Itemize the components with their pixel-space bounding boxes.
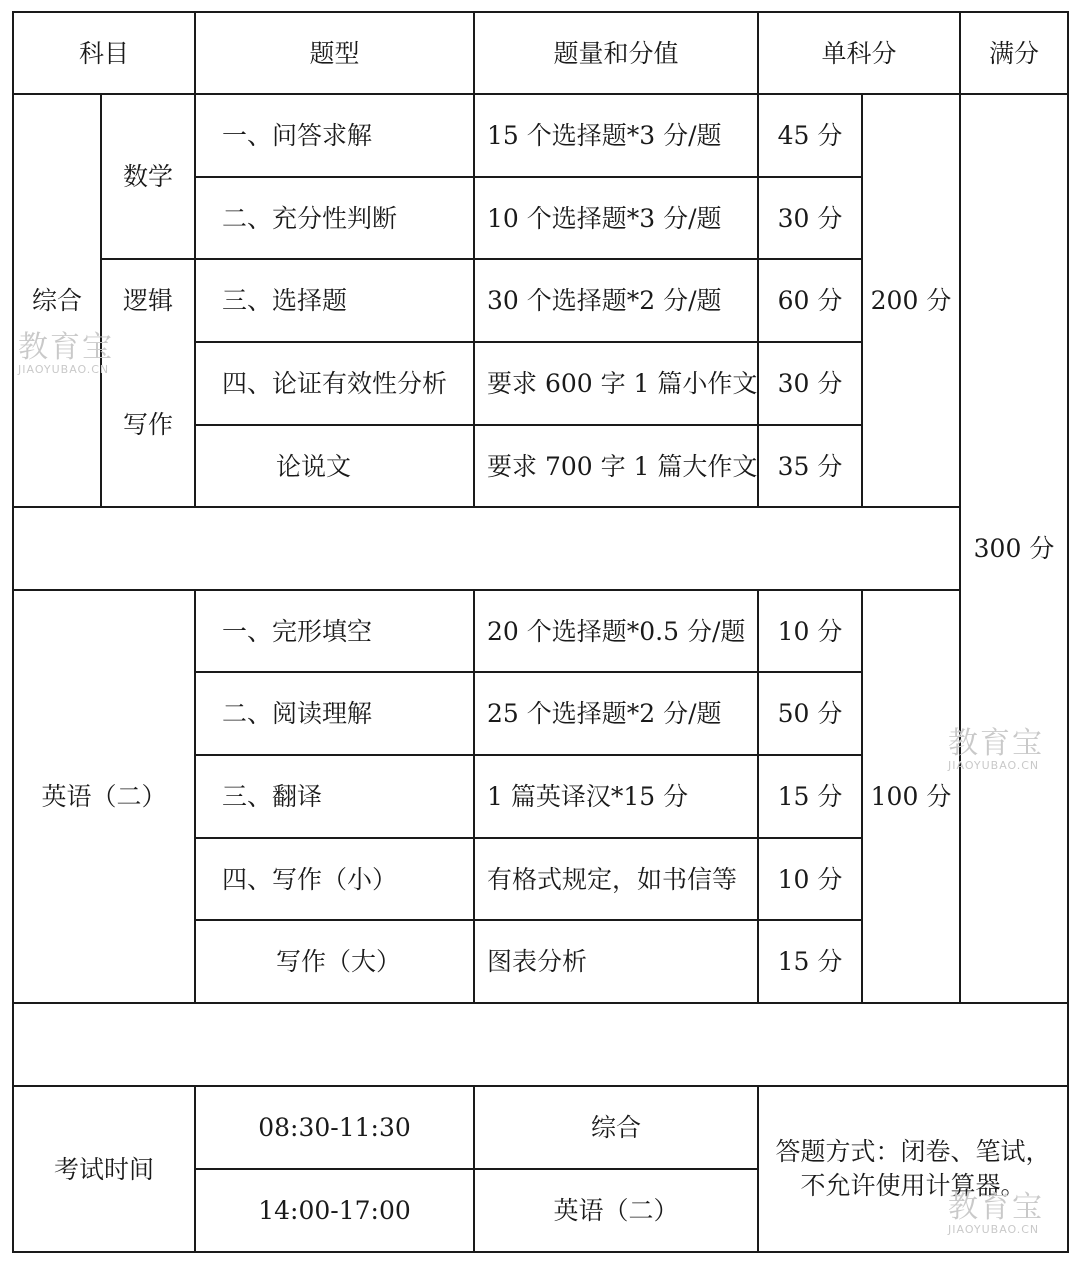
composite-row-5-detail: 要求 700 字 1 篇大作文 <box>487 451 758 481</box>
english-row-4-score: 10 分 <box>777 864 843 894</box>
watermark-text: 教育宝 <box>18 330 114 365</box>
composite-row-4-type: 四、论证有效性分析 <box>222 369 448 398</box>
english-row-2-detail: 25 个选择题*2 分/题 <box>487 699 722 728</box>
composite-row-3-score: 60 分 <box>777 286 843 315</box>
watermark-text: 教育宝 <box>948 726 1044 761</box>
watermark-text: 教育宝 <box>948 1190 1044 1225</box>
english-label: 英语（二） <box>41 782 167 811</box>
watermark-url: JIAOYUBAO.CN <box>948 759 1040 772</box>
watermark-logo-right <box>948 726 1044 772</box>
composite-row-1-type: 一、问答求解 <box>222 121 373 150</box>
english-row-3-score: 15 分 <box>777 782 843 811</box>
english-total: 100 分 <box>870 782 952 811</box>
schedule-morning-time: 08:30-11:30 <box>258 1113 411 1142</box>
header-question-type: 题型 <box>309 38 360 68</box>
composite-logic-label: 逻辑 <box>122 286 173 315</box>
composite-row-1-score: 45 分 <box>777 121 843 150</box>
english-row-1-detail: 20 个选择题*0.5 分/题 <box>487 616 746 646</box>
header-subject: 科目 <box>78 38 129 68</box>
schedule-label: 考试时间 <box>53 1154 154 1184</box>
composite-writing-label: 写作 <box>122 410 173 439</box>
composite-row-4-score: 30 分 <box>777 369 843 398</box>
watermark-logo-bottom <box>948 1190 1044 1236</box>
english-row-5-type: 写作（大） <box>276 947 402 976</box>
header-subject-score: 单科分 <box>821 38 897 68</box>
composite-row-2-score: 30 分 <box>777 203 843 233</box>
watermark-logo-left <box>18 330 114 376</box>
schedule-morning-subject: 综合 <box>590 1113 641 1142</box>
english-row-3-type: 三、翻译 <box>222 782 323 811</box>
composite-row-4-detail: 要求 600 字 1 篇小作文 <box>487 369 758 398</box>
english-row-4-type: 四、写作（小） <box>222 864 398 894</box>
watermark-url: JIAOYUBAO.CN <box>948 1223 1040 1236</box>
header-full-score: 满分 <box>988 38 1039 68</box>
header-count-score: 题量和分值 <box>553 38 679 68</box>
composite-row-3-type: 三、选择题 <box>222 286 348 315</box>
english-row-5-detail: 图表分析 <box>487 947 588 976</box>
watermark-url: JIAOYUBAO.CN <box>18 363 110 376</box>
schedule-afternoon-subject: 英语（二） <box>553 1196 679 1225</box>
composite-row-3-detail: 30 个选择题*2 分/题 <box>487 286 722 315</box>
composite-row-2-detail: 10 个选择题*3 分/题 <box>487 203 722 233</box>
composite-row-2-type: 二、充分性判断 <box>222 203 398 233</box>
english-row-1-type: 一、完形填空 <box>222 616 373 646</box>
composite-total: 200 分 <box>870 286 952 315</box>
english-row-3-detail: 1 篇英译汉*15 分 <box>487 782 689 811</box>
composite-row-5-score: 35 分 <box>777 451 843 481</box>
english-row-5-score: 15 分 <box>777 947 843 976</box>
composite-label: 综合 <box>31 286 82 315</box>
composite-math-label: 数学 <box>122 162 173 191</box>
english-row-2-type: 二、阅读理解 <box>222 699 373 728</box>
schedule-note-line-1: 答题方式：闭卷、笔试， <box>775 1137 1051 1167</box>
english-row-2-score: 50 分 <box>777 699 843 728</box>
composite-row-1-detail: 15 个选择题*3 分/题 <box>487 121 722 150</box>
english-row-1-score: 10 分 <box>777 616 843 646</box>
composite-row-5-type: 论说文 <box>276 451 352 481</box>
full-score-total: 300 分 <box>973 534 1055 563</box>
schedule-note-line-2: 不允许使用计算器。 <box>800 1171 1026 1200</box>
schedule-afternoon-time: 14:00-17:00 <box>258 1196 411 1225</box>
english-row-4-detail: 有格式规定，如书信等 <box>487 864 738 894</box>
